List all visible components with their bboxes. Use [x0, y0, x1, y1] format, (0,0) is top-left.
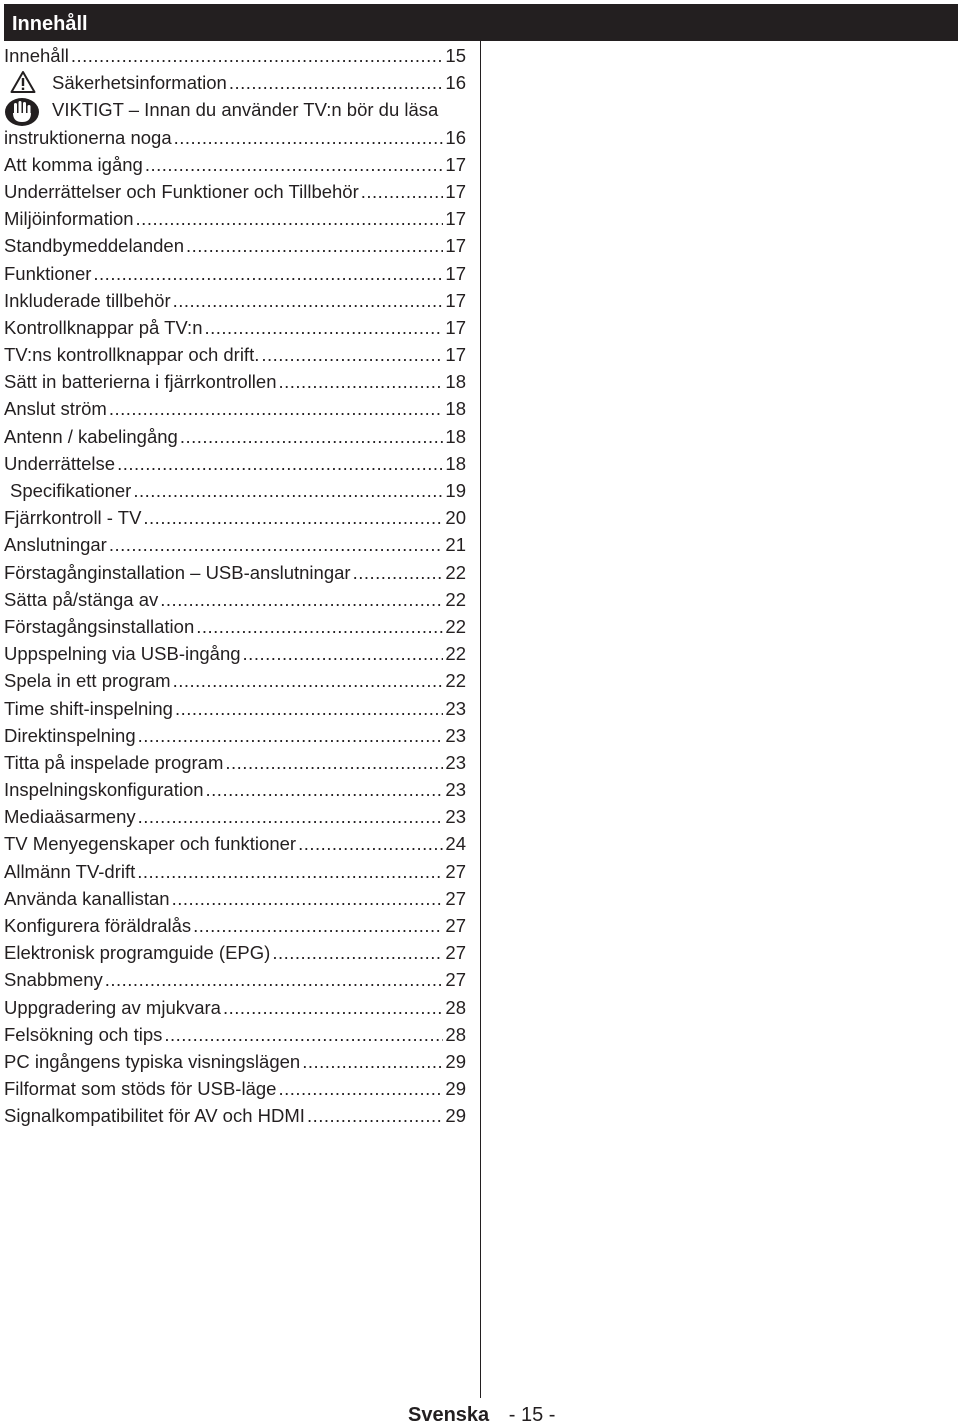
toc-entry[interactable]	[4, 314, 466, 341]
toc-entry-title: Uppspelning via USB-ingång	[4, 643, 241, 665]
dot-leader	[117, 450, 443, 477]
toc-entry[interactable]	[4, 776, 466, 803]
dot-leader	[261, 341, 443, 368]
toc-entry-title: Uppgradering av mjukvara	[4, 996, 221, 1018]
toc-entry[interactable]	[4, 939, 466, 966]
dot-leader	[302, 1048, 443, 1075]
dot-leader	[206, 776, 444, 803]
toc-entry[interactable]	[4, 640, 466, 667]
toc-entry-page: 20	[445, 507, 466, 529]
toc-entry-page: 16	[445, 126, 466, 148]
toc-entry-title: Direktinspelning	[4, 724, 136, 746]
stop-hand-icon	[4, 97, 40, 127]
toc-entry[interactable]	[4, 749, 466, 776]
toc-entry-title: TV Menyegenskaper och funktioner	[4, 833, 297, 855]
toc-entry-title-line1: VIKTIGT – Innan du använder TV:n bör du läsa	[52, 99, 439, 121]
toc-entry[interactable]	[4, 586, 466, 613]
toc-entry[interactable]	[4, 667, 466, 694]
toc-entry-page: 17	[445, 208, 466, 230]
toc-entry-page: 23	[445, 697, 466, 719]
toc-entry-title: Time shift-inspelning	[4, 697, 173, 719]
toc-entry-title: Mediaäsarmeny	[4, 806, 136, 828]
toc-entry[interactable]	[4, 1075, 466, 1102]
toc-entry-page: 29	[445, 1105, 466, 1127]
toc-entry-page: 18	[445, 371, 466, 393]
dot-leader	[173, 287, 444, 314]
toc-entry-page: 27	[445, 887, 466, 909]
toc-entry-title: Sätta på/stänga av	[4, 588, 159, 610]
toc-entry-page: 17	[445, 262, 466, 284]
toc-entry[interactable]	[4, 722, 466, 749]
toc-entry[interactable]	[4, 885, 466, 912]
toc-entry[interactable]	[4, 423, 466, 450]
toc-entry-title: Filformat som stöds för USB-läge	[4, 1078, 277, 1100]
dot-leader	[298, 830, 443, 857]
toc-entry-title: Snabbmeny	[4, 969, 103, 991]
dot-leader	[353, 559, 444, 586]
dot-leader	[175, 695, 443, 722]
footer-page-number: - 15 -	[508, 1404, 556, 1426]
table-of-contents	[4, 42, 466, 1130]
toc-entry-title: Innehåll	[4, 45, 69, 66]
toc-entry-page: 29	[445, 1078, 466, 1100]
toc-entry[interactable]	[4, 232, 466, 259]
toc-entry-title: TV:ns kontrollknappar och drift.	[4, 344, 260, 366]
toc-entry[interactable]	[4, 287, 466, 314]
dot-leader	[93, 260, 443, 287]
dot-leader	[174, 124, 444, 151]
toc-entry-title: Miljöinformation	[4, 208, 134, 230]
dot-leader	[173, 667, 444, 694]
dot-leader	[272, 939, 443, 966]
toc-entry-page: 28	[445, 1023, 466, 1045]
footer-language: Svenska	[408, 1404, 490, 1426]
dot-leader	[229, 69, 444, 96]
toc-entry-page: 21	[445, 534, 466, 556]
toc-entry-title: Signalkompatibilitet för AV och HDMI	[4, 1105, 305, 1127]
dot-leader	[137, 858, 443, 885]
dot-leader	[307, 1102, 443, 1129]
toc-entry-page: 23	[445, 751, 466, 773]
toc-entry-page: 23	[445, 779, 466, 801]
section-header-bar	[4, 4, 958, 41]
toc-entry-title: Kontrollknappar på TV:n	[4, 316, 203, 338]
toc-entry[interactable]	[4, 341, 466, 368]
toc-entry-title: Titta på inspelade program	[4, 751, 224, 773]
toc-entry-page: 16	[445, 72, 466, 94]
toc-entry[interactable]	[4, 559, 466, 586]
toc-entry[interactable]	[4, 450, 466, 477]
toc-entry[interactable]	[4, 858, 466, 885]
toc-entry-title: Fjärrkontroll - TV	[4, 507, 142, 529]
toc-entry[interactable]	[4, 994, 466, 1021]
dot-leader	[133, 477, 443, 504]
toc-entry-page: 18	[445, 452, 466, 474]
toc-entry-title: Konfigurera föräldralås	[4, 915, 192, 937]
toc-entry[interactable]	[4, 803, 466, 830]
dot-leader	[196, 613, 443, 640]
toc-entry-title: Inkluderade tillbehör	[4, 289, 171, 311]
warning-icon	[10, 70, 36, 94]
toc-entry-title: Att komma igång	[4, 153, 143, 175]
toc-entry[interactable]	[4, 966, 466, 993]
section-title: Innehåll	[12, 13, 88, 35]
toc-entry-page: 29	[445, 1050, 466, 1072]
toc-entry-page: 17	[445, 344, 466, 366]
toc-entry[interactable]	[4, 504, 466, 531]
dot-leader	[71, 42, 444, 69]
dot-leader	[172, 885, 444, 912]
toc-entry-title: Underrättelser och Funktioner och Tillbehör	[4, 180, 359, 202]
toc-entry-title: Standbymeddelanden	[4, 235, 185, 257]
toc-entry-title-line2: instruktionerna noga	[4, 126, 172, 148]
toc-entry-page: 17	[445, 153, 466, 175]
toc-entry-page: 18	[445, 425, 466, 447]
toc-entry-title: Inspelningskonfiguration	[4, 779, 204, 801]
toc-entry[interactable]	[4, 1102, 466, 1129]
toc-entry[interactable]	[4, 205, 466, 232]
toc-entry-title: PC ingångens typiska visningslägen	[4, 1050, 301, 1072]
toc-entry[interactable]	[4, 912, 466, 939]
dot-leader	[223, 994, 443, 1021]
toc-entry-page: 15	[445, 45, 466, 66]
dot-leader	[180, 423, 444, 450]
dot-leader	[109, 531, 444, 558]
toc-entry-page: 17	[445, 180, 466, 202]
toc-entry-page: 22	[445, 615, 466, 637]
toc-entry[interactable]	[4, 368, 466, 395]
toc-entry-title: Anslutningar	[4, 534, 107, 556]
toc-entry-page: 27	[445, 915, 466, 937]
toc-entry[interactable]	[4, 151, 466, 178]
toc-entry-page: 23	[445, 724, 466, 746]
dot-leader	[109, 395, 444, 422]
toc-entry-innehall[interactable]	[4, 42, 466, 69]
dot-leader	[138, 722, 444, 749]
dot-leader	[136, 205, 444, 232]
toc-entry-page: 22	[445, 588, 466, 610]
toc-entry-title: Antenn / kabelingång	[4, 425, 178, 447]
toc-entry-title: Underrättelse	[4, 452, 116, 474]
toc-entry-sakerhetsinformation[interactable]	[4, 69, 466, 96]
column-divider	[480, 41, 481, 1398]
dot-leader	[279, 368, 444, 395]
toc-entry[interactable]	[4, 477, 466, 504]
toc-entry[interactable]	[4, 695, 466, 722]
toc-entry-page: 17	[445, 289, 466, 311]
toc-entry-page: 22	[445, 670, 466, 692]
toc-entry-title: Förstagånginstallation – USB-anslutningar	[4, 561, 351, 583]
toc-entry-title: Använda kanallistan	[4, 887, 170, 909]
toc-entry-title: Spela in ett program	[4, 670, 171, 692]
toc-entry-title: Säkerhetsinformation	[52, 72, 227, 94]
dot-leader	[143, 504, 443, 531]
toc-entry-page: 17	[445, 316, 466, 338]
toc-entry-title: Funktioner	[4, 262, 92, 284]
toc-entry[interactable]	[4, 260, 466, 287]
toc-entry[interactable]	[4, 395, 466, 422]
dot-leader	[138, 803, 444, 830]
dot-leader	[186, 232, 443, 259]
dot-leader	[145, 151, 444, 178]
toc-entry-page: 27	[445, 942, 466, 964]
toc-entry-page: 22	[445, 561, 466, 583]
toc-entry[interactable]	[4, 1021, 466, 1048]
dot-leader	[105, 966, 444, 993]
dot-leader	[243, 640, 444, 667]
toc-entry[interactable]	[4, 830, 466, 857]
toc-entry[interactable]	[4, 531, 466, 558]
toc-entry-page: 28	[445, 996, 466, 1018]
toc-entry-title: Felsökning och tips	[4, 1023, 163, 1045]
toc-entry-title: Elektronisk programguide (EPG)	[4, 942, 271, 964]
toc-entry-viktigt[interactable]	[4, 96, 466, 150]
toc-entry-title: Allmänn TV-drift	[4, 860, 136, 882]
toc-entry-title: Specifikationer	[10, 480, 132, 502]
toc-entry-page: 18	[445, 398, 466, 420]
toc-entry-title: Förstagångsinstallation	[4, 615, 195, 637]
toc-entry-page: 24	[445, 833, 466, 855]
toc-entry-page: 27	[445, 860, 466, 882]
dot-leader	[205, 314, 444, 341]
toc-entry-page: 22	[445, 643, 466, 665]
dot-leader	[225, 749, 443, 776]
toc-entry[interactable]	[4, 178, 466, 205]
dot-leader	[164, 1021, 443, 1048]
dot-leader	[278, 1075, 443, 1102]
dot-leader	[193, 912, 443, 939]
toc-entry-page: 27	[445, 969, 466, 991]
dot-leader	[361, 178, 444, 205]
toc-entry-page: 23	[445, 806, 466, 828]
toc-entry[interactable]	[4, 1048, 466, 1075]
page-footer	[408, 1402, 555, 1428]
toc-entry-title: Sätt in batterierna i fjärrkontrollen	[4, 371, 277, 393]
toc-entry-page: 19	[445, 480, 466, 502]
toc-entry-title: Anslut ström	[4, 398, 107, 420]
toc-entry-page: 17	[445, 235, 466, 257]
dot-leader	[160, 586, 443, 613]
toc-entry[interactable]	[4, 613, 466, 640]
